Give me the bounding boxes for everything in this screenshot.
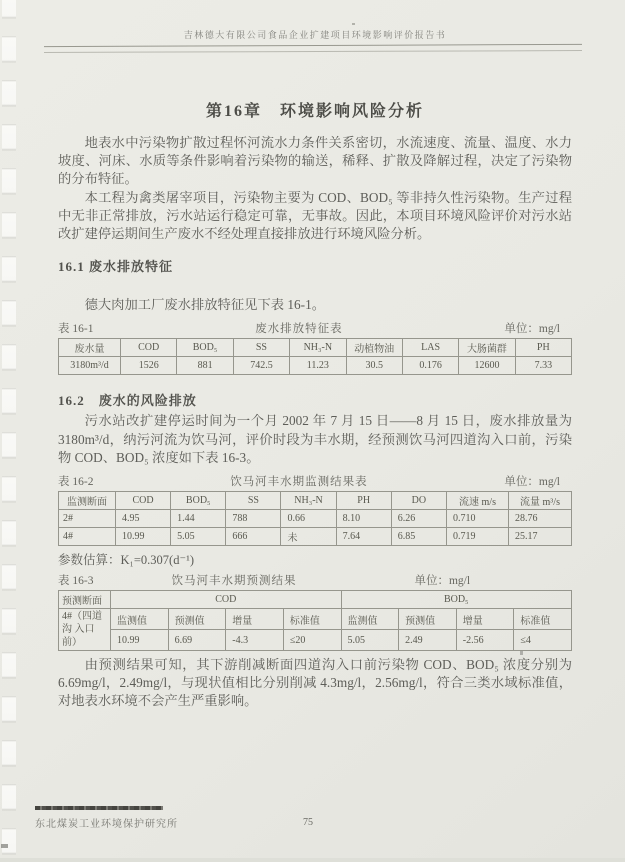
sub-header: 预测值: [399, 609, 457, 630]
column-header: COD: [121, 339, 177, 357]
table-title: 饮马河丰水期预测结果: [171, 575, 297, 588]
table-cell: ≤20: [283, 630, 341, 651]
sub-header: 预测值: [168, 609, 226, 630]
column-header: 动植物油: [346, 339, 402, 357]
table-cell: 7.64: [336, 528, 391, 546]
table-cell: 30.5: [346, 357, 402, 375]
footer-organization: 东北煤炭工业环境保护研究所: [35, 819, 178, 830]
paragraph-conclusion: 由预测结果可知，其下游削减断面四道沟入口前污染物 COD、BOD₅ 浓度分别为 6.69mg/l，2.49mg/l，与现状值相比分别削减 4.3mg/l，2.56mg/l，符合三类水域标准值，对地表水环境不会产生严重影响。: [58, 657, 572, 709]
column-header: SS: [226, 492, 281, 510]
row-label-cross-section: 4#（四道沟 入口前）: [59, 609, 111, 651]
table-cell: -2.56: [456, 630, 514, 651]
table-cell: 0.710: [447, 510, 509, 528]
table-row: [59, 528, 572, 546]
column-header: BOD₅: [177, 339, 233, 357]
table-cell: 8.10: [336, 510, 391, 528]
corner-header: 预测断面: [59, 591, 111, 609]
table-cell: 10.99: [116, 528, 171, 546]
table-label: 表 16-3: [58, 575, 94, 588]
table-cell: 2#: [59, 510, 116, 528]
table-unit: 单位：mg/l: [414, 575, 471, 588]
sub-header: 增量: [456, 609, 514, 630]
table-16-2-caption: [58, 473, 572, 489]
table-cell: 5.05: [341, 630, 399, 651]
table-cell: 4.95: [116, 510, 171, 528]
sub-header: 监测值: [341, 609, 399, 630]
page-number: 75: [303, 817, 313, 828]
paragraph-2: 本工程为禽类屠宰项目，污染物主要为 COD、BOD₅ 等非持久性污染物。生产过程中无非正常排放，污水站运行稳定可靠，无事故。因此，本项目环境风险评价对污水站改扩建停运期间生产废水不经处理直接排放进行环境风险分析。: [58, 189, 572, 242]
table-cell: 4#: [59, 528, 116, 546]
table-row: [59, 630, 572, 651]
group-header-cod: COD: [111, 591, 342, 609]
sub-header: 标准值: [514, 609, 572, 630]
table-subheader-row: [59, 609, 572, 630]
group-header-bod: BOD₅: [341, 591, 572, 609]
table-cell: 666: [226, 528, 281, 546]
table-16-1: [58, 338, 572, 375]
column-header: 监测断面: [59, 492, 116, 510]
table-unit: 单位：mg/l: [504, 476, 560, 489]
column-header: SS: [233, 339, 289, 357]
table-cell: 788: [226, 510, 281, 528]
footer-rule: [35, 806, 163, 810]
running-header: 吉林德大有限公司食品企业扩建项目环境影响评价报告书: [183, 30, 447, 40]
table-16-3-caption: [58, 572, 572, 588]
column-header: 大肠菌群: [459, 339, 515, 357]
sub-header: 标准值: [283, 609, 341, 630]
table-row: [59, 510, 572, 528]
table-title: 废水排放特征表: [255, 323, 343, 336]
column-header: 流速 m/s: [447, 492, 509, 510]
column-header: 废水量: [59, 339, 121, 357]
binding-holes-strip: [2, 0, 16, 862]
table-header-row: [59, 492, 572, 510]
column-header: NH₃-N: [290, 339, 346, 357]
page-content: [58, 0, 572, 711]
table-row: [59, 357, 572, 375]
table-cell: 5.05: [171, 528, 226, 546]
column-header: BOD₅: [171, 492, 226, 510]
column-header: PH: [336, 492, 391, 510]
section-16-1-intro: 德大肉加工厂废水排放特征见下表 16-1。: [84, 297, 326, 313]
table-16-1-caption: [58, 320, 572, 336]
table-cell: 0.176: [402, 357, 458, 375]
section-heading-16-2: 16.2 废水的风险排放: [58, 393, 197, 409]
table-cell: 11.23: [290, 357, 346, 375]
table-cell: 0.719: [447, 528, 509, 546]
table-16-2: [58, 491, 572, 546]
column-header: PH: [515, 339, 571, 357]
page-footer: [35, 806, 590, 830]
table-group-header-row: [59, 591, 572, 609]
table-cell: 6.69: [168, 630, 226, 651]
column-header: NH₃-N: [281, 492, 336, 510]
table-cell: 28.76: [509, 510, 572, 528]
table-cell: 未: [281, 528, 336, 546]
paragraph-1: 地表水中污染物扩散过程怀河流水力条件关系密切，水流速度、流量、温度、水力坡度、河床、水质等条件影响着污染物的输送，稀释、扩散及降解过程，决定了污染物的分布特征。: [58, 135, 572, 187]
table-cell: 0.66: [281, 510, 336, 528]
header-rule-thick: [44, 44, 582, 47]
table-cell: 12600: [459, 357, 515, 375]
sub-header: 监测值: [111, 609, 169, 630]
column-header: COD: [116, 492, 171, 510]
table-cell: 881: [177, 357, 233, 375]
column-header: LAS: [402, 339, 458, 357]
chapter-title: 第16章 环境影响风险分析: [205, 103, 424, 120]
sub-header: 增量: [226, 609, 284, 630]
section-heading-16-1: 16.1 废水排放特征: [58, 259, 174, 275]
table-cell: 6.26: [391, 510, 446, 528]
table-label: 表 16-2: [58, 476, 94, 489]
table-cell: 2.49: [399, 630, 457, 651]
header-rule-thin: [44, 50, 582, 53]
table-cell: 1526: [121, 357, 177, 375]
column-header: DO: [391, 492, 446, 510]
table-cell: 25.17: [509, 528, 572, 546]
column-header: 流量 m³/s: [509, 492, 572, 510]
table-header-row: [59, 339, 572, 357]
table-title: 饮马河丰水期监测结果表: [230, 476, 368, 489]
table-cell: 10.99: [111, 630, 169, 651]
table-cell: 1.44: [171, 510, 226, 528]
section-16-2-intro: 污水站改扩建停运时间为一个月 2002 年 7 月 15 日——8 月 15 日，废水排放量为 3180m³/d，纳污河流为饮马河，评价时段为丰水期，经预测饮马河四道沟入口前，污染物 COD、BOD₅ 浓度如下表 16-3。: [58, 413, 572, 465]
table-cell: ≤4: [514, 630, 572, 651]
table-cell: 742.5: [233, 357, 289, 375]
table-16-3: [58, 590, 572, 651]
table-cell: 6.85: [391, 528, 446, 546]
parameter-estimate-note: 参数估算：K₁=0.307(d⁻¹): [58, 553, 194, 568]
table-cell: -4.3: [226, 630, 284, 651]
scan-artifact: [1, 844, 8, 848]
table-cell: 7.33: [515, 357, 571, 375]
table-unit: 单位：mg/l: [504, 323, 560, 336]
table-label: 表 16-1: [58, 323, 94, 336]
table-cell: 3180m³/d: [59, 357, 121, 375]
